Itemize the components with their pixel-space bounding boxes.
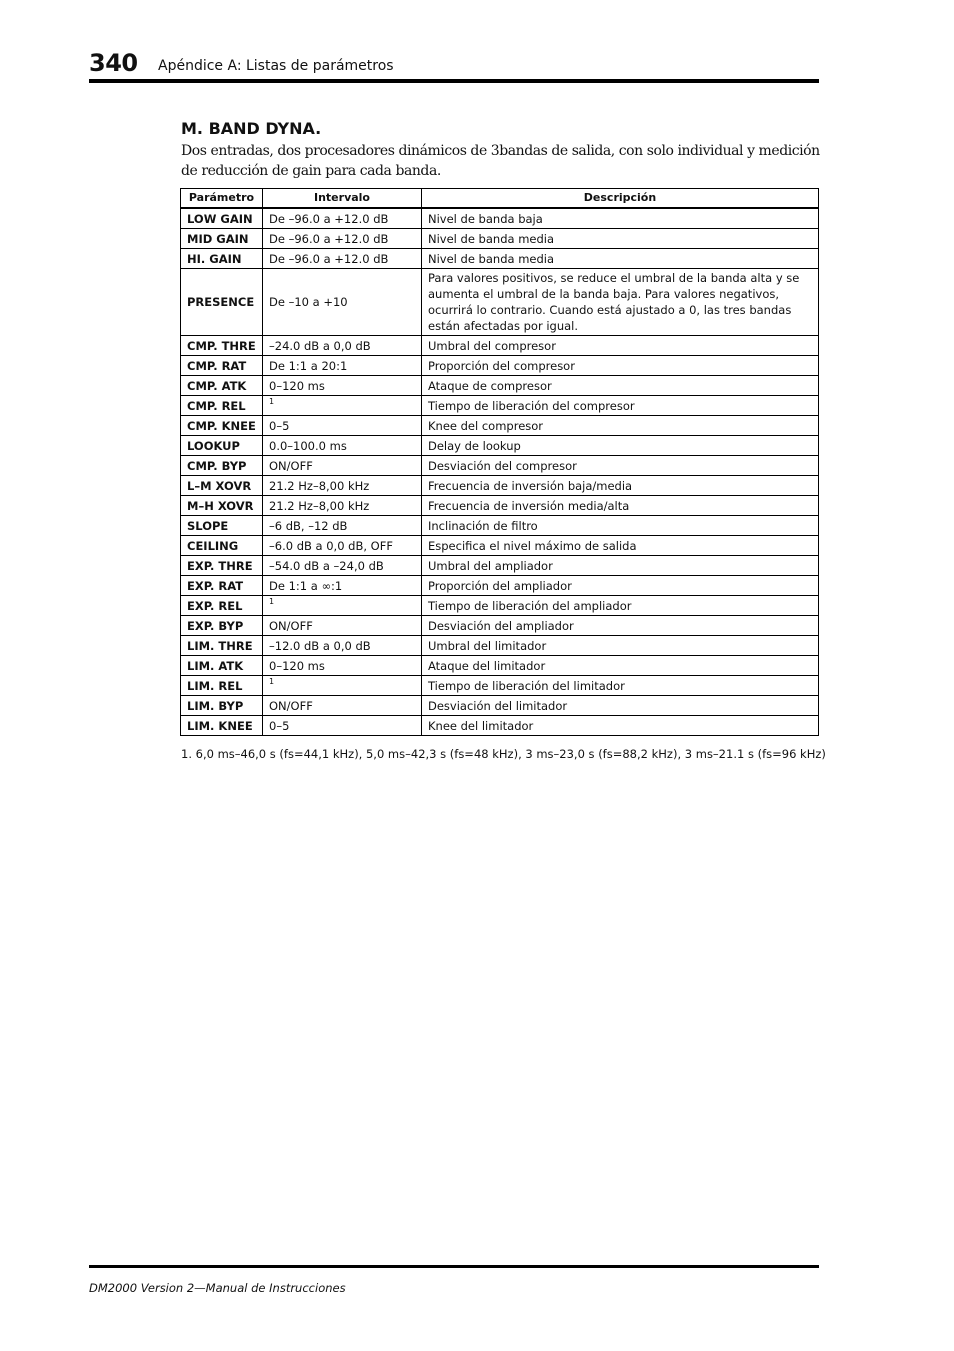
table-row — [181, 596, 819, 616]
param-description-cell: Especifica el nivel máximo de salida — [422, 536, 819, 556]
param-range-cell: ON/OFF — [263, 696, 422, 716]
param-range-cell: –24.0 dB a 0,0 dB — [263, 336, 422, 356]
section-intro: Dos entradas, dos procesadores dinámicos de 3bandas de salida, con solo individual y medición de reducción de gain para cada banda. — [181, 143, 820, 179]
param-range-cell: 21.2 Hz–8,00 kHz — [263, 496, 422, 516]
param-description-cell: Proporción del compresor — [422, 356, 819, 376]
table-row — [181, 716, 819, 736]
param-description-cell: Tiempo de liberación del ampliador — [422, 596, 819, 616]
table-row — [181, 516, 819, 536]
param-range-cell: De –10 a +10 — [263, 269, 422, 336]
param-range-cell: 0.0–100.0 ms — [263, 436, 422, 456]
footer-text: DM2000 Version 2—Manual de Instrucciones — [89, 1281, 346, 1295]
param-range-cell: –6 dB, –12 dB — [263, 516, 422, 536]
param-name-cell: LIM. ATK — [181, 656, 263, 676]
param-name-cell: SLOPE — [181, 516, 263, 536]
param-name-cell: CMP. BYP — [181, 456, 263, 476]
param-name-cell: LOW GAIN — [181, 208, 263, 229]
param-range-cell: 0–120 ms — [263, 656, 422, 676]
table-row — [181, 536, 819, 556]
table-body — [181, 208, 819, 736]
param-range-cell: 0–5 — [263, 716, 422, 736]
table-row — [181, 616, 819, 636]
header-range: Intervalo — [263, 189, 422, 209]
table-row — [181, 436, 819, 456]
param-description-cell: Inclinación de filtro — [422, 516, 819, 536]
footnote: 1. 6,0 ms–46,0 s (fs=44,1 kHz), 5,0 ms–42,3 s (fs=48 kHz), 3 ms–23,0 s (fs=88,2 kHz), 3 ms–21.1 s (fs=96 kHz) — [181, 747, 826, 761]
header-parameter: Parámetro — [181, 189, 263, 209]
param-range-cell: De –96.0 a +12.0 dB — [263, 249, 422, 269]
param-description-cell: Desviación del compresor — [422, 456, 819, 476]
footnote-ref: 1 — [269, 596, 275, 606]
param-range-cell: –6.0 dB a 0,0 dB, OFF — [263, 536, 422, 556]
param-range-cell: –12.0 dB a 0,0 dB — [263, 636, 422, 656]
param-range-cell: ON/OFF — [263, 456, 422, 476]
table-row — [181, 416, 819, 436]
param-description-cell: Para valores positivos, se reduce el umbral de la banda alta y se aumenta el umbral de la banda baja. Para valores negativos, ocurrirá lo contrario. Cuando está ajustado a 0, las tres bandas están afectadas por igual. — [422, 269, 819, 336]
param-description-cell: Tiempo de liberación del compresor — [422, 396, 819, 416]
param-range-cell: –54.0 dB a –24,0 dB — [263, 556, 422, 576]
param-range-cell — [263, 676, 422, 696]
table-row — [181, 636, 819, 656]
header-rule — [89, 79, 819, 83]
param-range-cell: De 1:1 a ∞:1 — [263, 576, 422, 596]
table-row — [181, 656, 819, 676]
table-row — [181, 356, 819, 376]
param-name-cell: EXP. REL — [181, 596, 263, 616]
param-range-cell: De 1:1 a 20:1 — [263, 356, 422, 376]
param-name-cell: CMP. RAT — [181, 356, 263, 376]
parameter-table — [180, 188, 819, 736]
table-row — [181, 496, 819, 516]
param-description-cell: Knee del compresor — [422, 416, 819, 436]
param-description-cell: Proporción del ampliador — [422, 576, 819, 596]
param-range-cell — [263, 596, 422, 616]
page-number: 340 — [89, 49, 138, 77]
footer-rule — [89, 1265, 819, 1268]
param-name-cell: LIM. REL — [181, 676, 263, 696]
table-row — [181, 676, 819, 696]
param-range-cell: ON/OFF — [263, 616, 422, 636]
footnote-ref: 1 — [269, 676, 275, 686]
table-row — [181, 269, 819, 336]
table-row — [181, 476, 819, 496]
table-row — [181, 576, 819, 596]
param-range-cell: 0–120 ms — [263, 376, 422, 396]
param-description-cell: Tiempo de liberación del limitador — [422, 676, 819, 696]
param-name-cell: EXP. THRE — [181, 556, 263, 576]
table-header-row — [181, 189, 819, 209]
param-name-cell: LOOKUP — [181, 436, 263, 456]
param-name-cell: PRESENCE — [181, 269, 263, 336]
table-row — [181, 696, 819, 716]
param-name-cell: EXP. BYP — [181, 616, 263, 636]
param-description-cell: Nivel de banda media — [422, 229, 819, 249]
param-name-cell: MID GAIN — [181, 229, 263, 249]
param-name-cell: CMP. ATK — [181, 376, 263, 396]
param-name-cell: LIM. KNEE — [181, 716, 263, 736]
header-description: Descripción — [422, 189, 819, 209]
param-description-cell: Frecuencia de inversión media/alta — [422, 496, 819, 516]
param-name-cell: CEILING — [181, 536, 263, 556]
param-name-cell: LIM. BYP — [181, 696, 263, 716]
table-row — [181, 456, 819, 476]
param-name-cell: HI. GAIN — [181, 249, 263, 269]
param-description-cell: Knee del limitador — [422, 716, 819, 736]
table-row — [181, 229, 819, 249]
param-description-cell: Umbral del compresor — [422, 336, 819, 356]
param-name-cell: LIM. THRE — [181, 636, 263, 656]
chapter-title: Apéndice A: Listas de parámetros — [158, 58, 394, 74]
section-title: M. BAND DYNA. — [181, 119, 322, 138]
param-range-cell: De –96.0 a +12.0 dB — [263, 229, 422, 249]
param-description-cell: Ataque de compresor — [422, 376, 819, 396]
param-description-cell: Nivel de banda baja — [422, 208, 819, 229]
param-range-cell — [263, 396, 422, 416]
param-name-cell: M–H XOVR — [181, 496, 263, 516]
param-description-cell: Delay de lookup — [422, 436, 819, 456]
footnote-ref: 1 — [269, 396, 275, 406]
param-name-cell: CMP. REL — [181, 396, 263, 416]
param-name-cell: L–M XOVR — [181, 476, 263, 496]
param-description-cell: Nivel de banda media — [422, 249, 819, 269]
param-name-cell: CMP. THRE — [181, 336, 263, 356]
table-row — [181, 249, 819, 269]
table-row — [181, 396, 819, 416]
param-description-cell: Umbral del ampliador — [422, 556, 819, 576]
table-row — [181, 336, 819, 356]
param-range-cell: 0–5 — [263, 416, 422, 436]
param-description-cell: Ataque del limitador — [422, 656, 819, 676]
param-name-cell: EXP. RAT — [181, 576, 263, 596]
table-row — [181, 556, 819, 576]
param-description-cell: Desviación del limitador — [422, 696, 819, 716]
table-row — [181, 376, 819, 396]
param-description-cell: Desviación del ampliador — [422, 616, 819, 636]
param-description-cell: Umbral del limitador — [422, 636, 819, 656]
param-range-cell: 21.2 Hz–8,00 kHz — [263, 476, 422, 496]
table-row — [181, 208, 819, 229]
param-name-cell: CMP. KNEE — [181, 416, 263, 436]
param-range-cell: De –96.0 a +12.0 dB — [263, 208, 422, 229]
param-description-cell: Frecuencia de inversión baja/media — [422, 476, 819, 496]
